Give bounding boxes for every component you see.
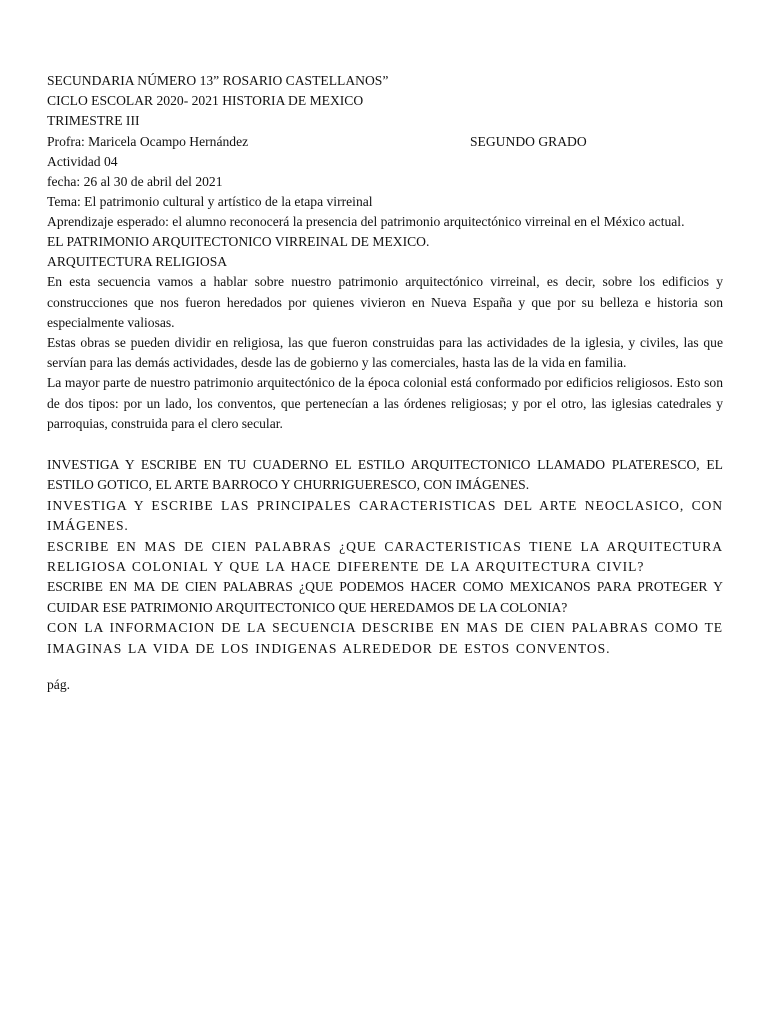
teacher-name: Profra: Maricela Ocampo Hernández [47,133,249,149]
activity-number: Actividad 04 [47,153,118,169]
task-item: CON LA INFORMACION DE LA SECUENCIA DESCRIBE EN MAS DE CIEN PALABRAS COMO TE IMAGINAS LA VIDA DE LOS INDIGENAS ALREDEDOR DE ESTOS CONVENTOS. [47,620,723,656]
body-paragraph: En esta secuencia vamos a hablar sobre nuestro patrimonio arquitectónico virreinal, es decir, sobre los edificios y construcciones que nos fueron heredados por quienes vivieron en Nueva España y que por su belleza e historia son especialmente valiosas. [47,274,723,330]
document-body [47,232,723,434]
teacher-grade-row [47,132,727,152]
trimester: TRIMESTRE III [47,113,140,129]
document-header [47,71,727,233]
task-list [47,455,723,659]
task-item: INVESTIGA Y ESCRIBE EN TU CUADERNO EL ESTILO ARQUITECTONICO LLAMADO PLATERESCO, EL ESTILO GOTICO, EL ARTE BARROCO Y CHURRIGUERESCO, CON IMÁGENES. [47,457,723,493]
section-title: EL PATRIMONIO ARQUITECTONICO VIRREINAL DE MEXICO. [47,234,430,249]
page-footer [47,675,70,695]
body-paragraph: La mayor parte de nuestro patrimonio arquitectónico de la época colonial está conformado por edificios religiosos. Esto son de dos tipos: por un lado, los conventos, que pertenecían a las órdenes religiosas; y por el otro, las iglesias catedrales y parroquias, construida para el clero secular. [47,375,723,431]
section-subtitle: ARQUITECTURA RELIGIOSA [47,254,228,270]
expected-learning: Aprendizaje esperado: el alumno reconocerá la presencia del patrimonio arquitectónico virreinal en el México actual. [47,214,685,230]
task-item: ESCRIBE EN MA DE CIEN PALABRAS ¿QUE PODEMOS HACER COMO MEXICANOS PARA PROTEGER Y CUIDAR ESE PATRIMONIO ARQUITECTONICO QUE HEREDAMOS DE LA COLONIA? [47,579,723,615]
task-item: ESCRIBE EN MAS DE CIEN PALABRAS ¿QUE CARACTERISTICAS TIENE LA ARQUITECTURA RELIGIOSA COLONIAL Y QUE LA HACE DIFERENTE DE LA ARQUITECTURA CIVIL? [47,538,723,575]
body-paragraph: Estas obras se pueden dividir en religiosa, las que fueron construidas para las actividades de la iglesia, y civiles, las que servían para las demás actividades, desde las de gobierno y las comerciales, hasta las de la vida en familia. [47,335,723,371]
grade-label: SEGUNDO GRADO [470,133,587,149]
activity-date: fecha: 26 al 30 de abril del 2021 [47,174,223,189]
task-item: INVESTIGA Y ESCRIBE LAS PRINCIPALES CARACTERISTICAS DEL ARTE NEOCLASICO, CON IMÁGENES. [47,497,723,534]
page-number-label: pág. [47,677,71,692]
activity-topic: Tema: El patrimonio cultural y artístico de la etapa virreinal [47,194,373,210]
school-name: SECUNDARIA NÚMERO 13” ROSARIO CASTELLANOS” [47,73,389,88]
school-cycle: CICLO ESCOLAR 2020- 2021 HISTORIA DE MEXICO [47,93,364,109]
